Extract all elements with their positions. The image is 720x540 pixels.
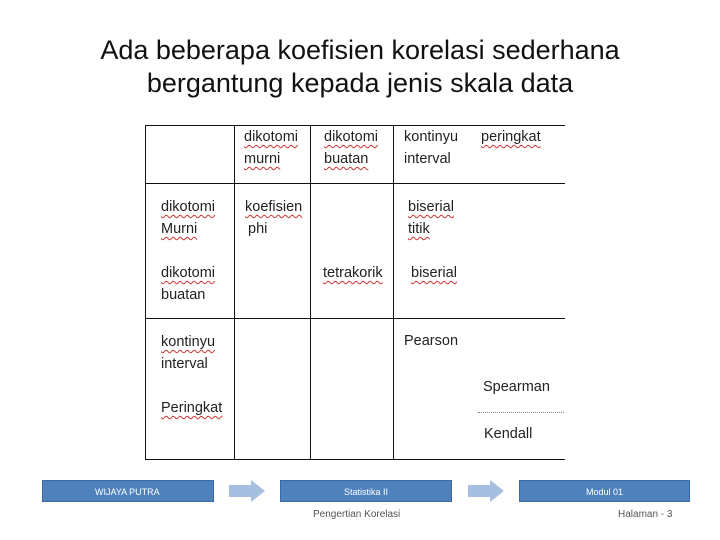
col-header-dikotomi-buatan xyxy=(324,126,378,170)
footer-module-bar xyxy=(519,480,690,502)
row-header-line: interval xyxy=(161,356,208,372)
row-header-line: Peringkat xyxy=(161,400,223,416)
table-bottom-border xyxy=(145,459,565,460)
col-divider-kontinyu xyxy=(393,125,394,460)
row-header-line: buatan xyxy=(161,287,206,303)
col-header-line: interval xyxy=(404,151,451,167)
row-header-line: dikotomi xyxy=(161,265,215,281)
cell-line: titik xyxy=(408,221,430,237)
col-header-kontinyu-interval xyxy=(404,126,458,170)
cell-line: biserial xyxy=(408,199,454,215)
cell-biserial-titik xyxy=(408,196,454,240)
cell-line: koefisien xyxy=(245,199,303,215)
row-header-kontinyu-interval xyxy=(161,331,215,375)
row-header-peringkat xyxy=(161,397,222,419)
arrow-right-icon xyxy=(229,480,265,502)
row-header-line: kontinyu xyxy=(161,334,216,350)
cell-biserial: biserial xyxy=(411,265,457,281)
cell-line: phi xyxy=(248,221,268,237)
row-header-line: Murni xyxy=(161,221,198,237)
row-header-dikotomi-murni xyxy=(161,196,215,240)
footer-module: Modul 01 xyxy=(585,487,624,497)
title-line-2: bergantung kepada jenis skala data xyxy=(146,68,574,98)
col-header-dikotomi-murni xyxy=(244,126,298,170)
header-row-divider xyxy=(145,183,565,184)
footer-author-bar xyxy=(42,480,214,502)
row-header-line: dikotomi xyxy=(161,199,215,215)
row-header-dikotomi-buatan xyxy=(161,262,215,306)
cell-koefisien-phi xyxy=(245,196,302,240)
cell-pearson: Pearson xyxy=(404,333,459,349)
col-header-line: peringkat xyxy=(481,129,541,145)
footer-author: WIJAYA PUTRA xyxy=(95,487,160,497)
col-header-line: buatan xyxy=(324,151,369,167)
arrow-right-icon xyxy=(468,480,504,502)
table-left-border xyxy=(145,125,146,460)
col-header-peringkat xyxy=(481,126,541,148)
footer-course-bar xyxy=(280,480,452,502)
footer-page-number: Halaman - 3 xyxy=(618,509,673,520)
cell-tetrakorik: tetrakorik xyxy=(323,265,383,281)
col-header-line: murni xyxy=(244,151,281,167)
col-header-line: dikotomi xyxy=(244,129,298,145)
col-divider-dikotomi xyxy=(310,125,311,460)
title-line-1: Ada beberapa koefisien korelasi sederhana xyxy=(100,35,620,65)
header-col-divider xyxy=(234,125,235,460)
dotted-divider-spearman-kendall xyxy=(478,412,564,413)
col-header-line: kontinyu xyxy=(404,129,459,145)
cell-spearman: Spearman xyxy=(483,379,550,395)
cell-kendall: Kendall xyxy=(484,426,533,442)
col-header-line: dikotomi xyxy=(324,129,378,145)
row-divider-interval xyxy=(145,318,565,319)
footer-topic: Pengertian Korelasi xyxy=(313,509,401,520)
footer-course: Statistika II xyxy=(343,487,388,497)
